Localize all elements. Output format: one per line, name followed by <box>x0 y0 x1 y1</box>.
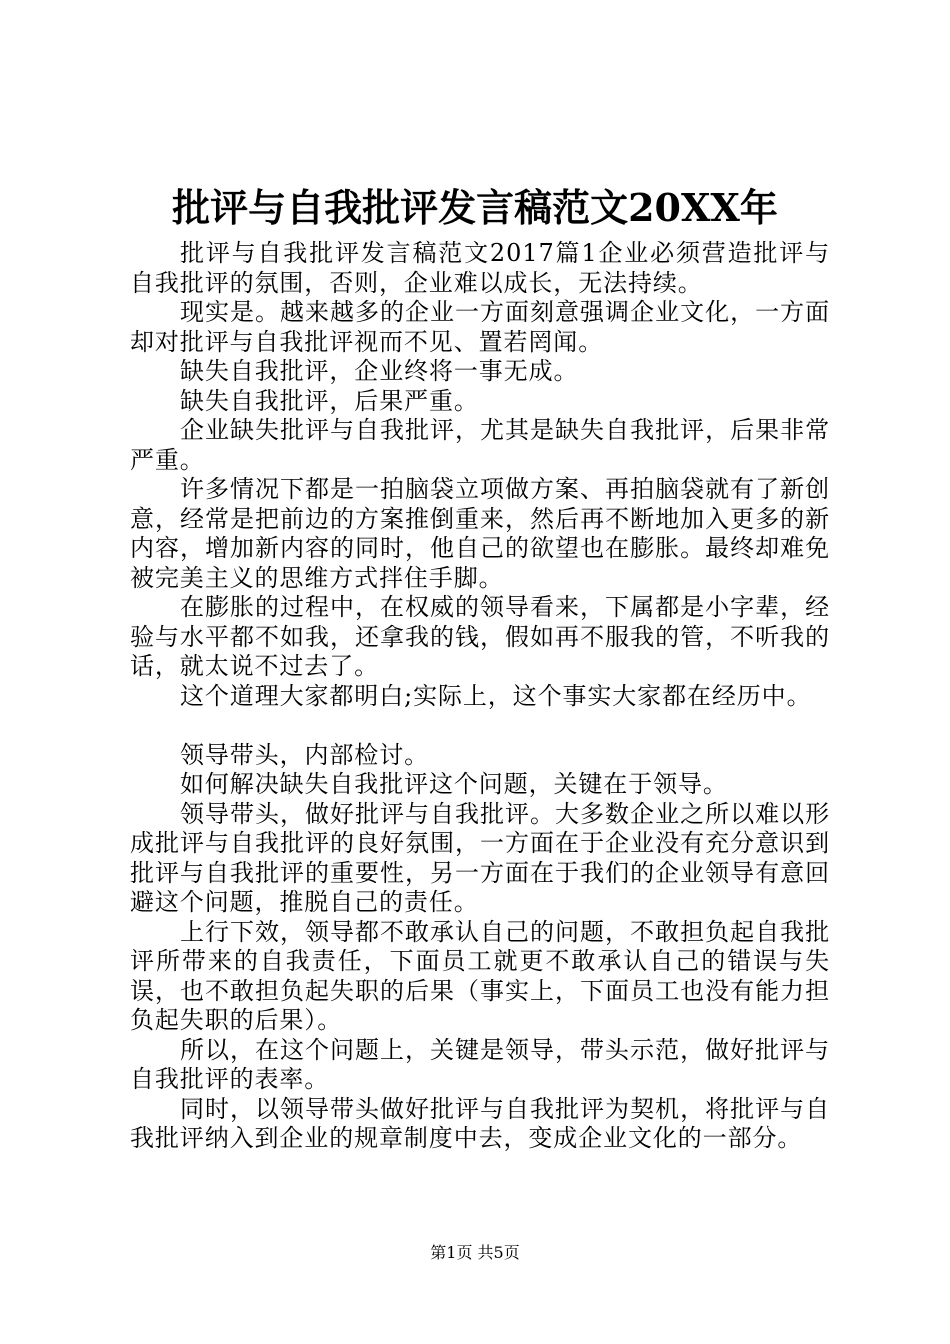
paragraph-9: 领导带头，内部检讨。 <box>180 740 429 769</box>
paragraph-12: 上行下效，领导都不敢承认自己的问题，不敢担负起自我批评所带来的自我责任，下面员工就更不敢承认自己的错误与失误，也不敢担负起失职的后果（事实上，下面员工也没有能力担负起失职的后果）。 <box>130 917 830 1034</box>
paragraph-4: 缺失自我批评，后果严重。 <box>180 386 479 415</box>
paragraph-3: 缺失自我批评，企业终将一事无成。 <box>180 357 579 385</box>
page-footer: 第1页 共5页 <box>430 1243 520 1262</box>
paragraph-6: 许多情况下都是一拍脑袋立项做方案、再拍脑袋就有了新创意，经常是把前边的方案推倒重来，然后再不断地加入更多的新内容，增加新内容的同时，他自己的欲望也在膨胀。最终却难免被完美主义的思维方式拌住手脚。 <box>130 475 830 592</box>
paragraph-5: 企业缺失批评与自我批评，尤其是缺失自我批评，后果非常严重。 <box>130 416 830 474</box>
paragraph-10: 如何解决缺失自我批评这个问题，关键在于领导。 <box>180 770 728 798</box>
paragraph-1: 批评与自我批评发言稿范文2017篇1企业必须营造批评与自我批评的氛围，否则，企业难以成长，无法持续。 <box>130 239 830 297</box>
paragraph-7: 在膨胀的过程中，在权威的领导看来，下属都是小字辈，经验与水平都不如我，还拿我的钱，假如再不服我的管，不听我的话，就太说不过去了。 <box>130 593 830 680</box>
document-title: 批评与自我批评发言稿范文20XX年 <box>172 185 778 230</box>
paragraph-2: 现实是。越来越多的企业一方面刻意强调企业文化，一方面却对批评与自我批评视而不见、置若罔闻。 <box>130 298 830 356</box>
paragraph-11: 领导带头，做好批评与自我批评。大多数企业之所以难以形成批评与自我批评的良好氛围，一方面在于企业没有充分意识到批评与自我批评的重要性，另一方面在于我们的企业领导有意回避这个问题，推脱自己的责任。 <box>130 799 830 916</box>
document-body <box>130 239 830 1154</box>
paragraph-8: 这个道理大家都明白;实际上，这个事实大家都在经历中。 <box>180 681 812 710</box>
blank-line <box>130 711 830 741</box>
paragraph-13: 所以，在这个问题上，关键是领导，带头示范，做好批评与自我批评的表率。 <box>130 1035 830 1093</box>
paragraph-14: 同时，以领导带头做好批评与自我批评为契机，将批评与自我批评纳入到企业的规章制度中去，变成企业文化的一部分。 <box>130 1094 830 1152</box>
